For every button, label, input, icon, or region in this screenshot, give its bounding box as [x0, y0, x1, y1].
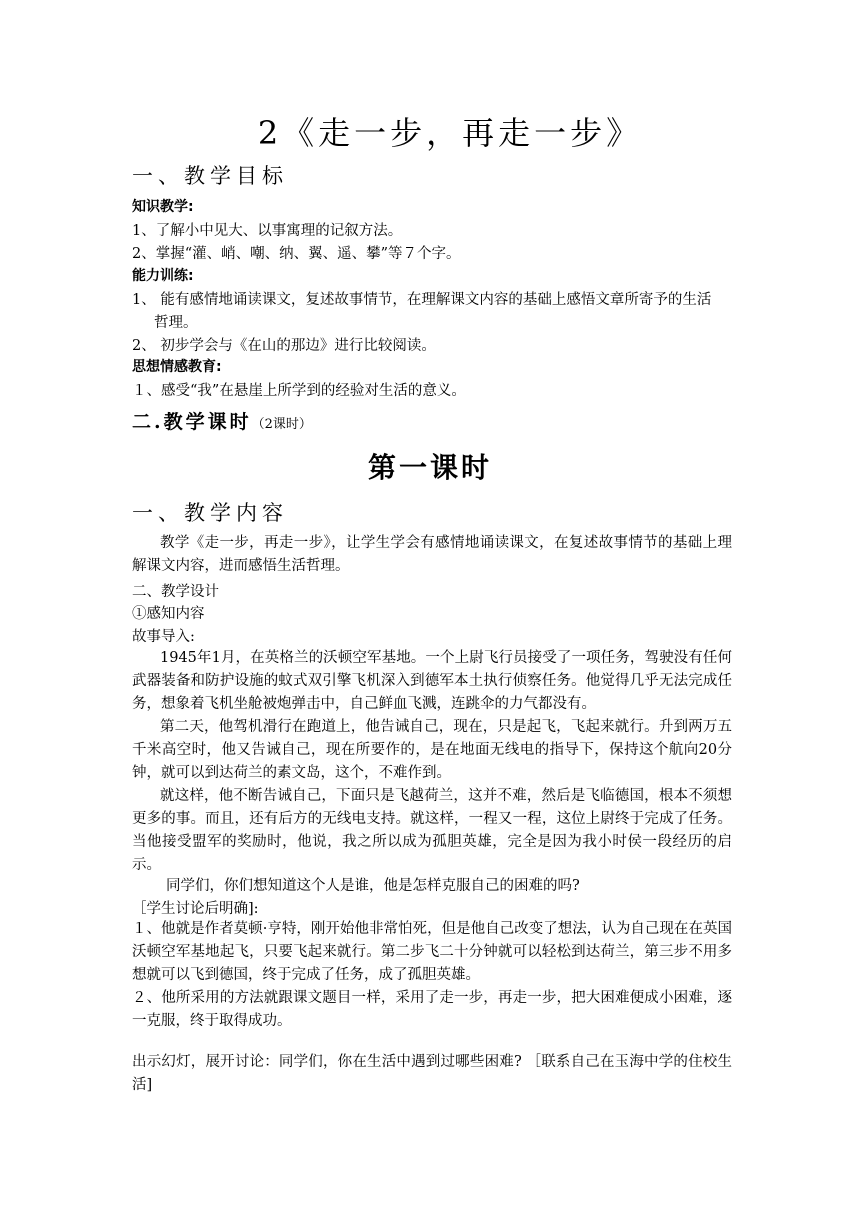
knowledge-item-1: 1、了解小中见大、以事寓理的记叙方法。 — [132, 223, 403, 239]
ability-item-1: 1、 能有感情地诵读课文，复述故事情节，在理解课文内容的基础上感悟文章所寄予的生活 — [132, 292, 712, 308]
question-line: 同学们，你们想知道这个人是谁，他是怎样克服自己的困难的吗? — [166, 878, 580, 894]
story-paragraph-1: 1945年1月，在英格兰的沃顿空军基地。一个上尉飞行员接受了一项任务，驾驶没有任何武器装备和防护设施的蚊式双引擎飞机深入到德军本土执行侦察任务。他觉得几乎无法完成任务，想象着飞机坐舱被炮弹击中，自己鲜血飞溅，连跳伞的力气都没有。 — [132, 650, 732, 712]
section-heading-content: 一、教学内容 — [132, 501, 288, 525]
knowledge-label: 知识教学: — [132, 199, 194, 215]
knowledge-item-2: 2、掌握“灌、峭、嘲、纳、翼、遥、攀”等７个字。 — [132, 246, 461, 262]
section-heading-periods — [132, 407, 312, 434]
ability-label: 能力训练: — [132, 268, 194, 284]
emotion-item-1: １、感受“我”在悬崖上所学到的经验对生活的意义。 — [132, 383, 466, 399]
answer-2: ２、他所采用的方法就跟课文题目一样，采用了走一步，再走一步，把大困难便成小困难，逐一克服，终于取得成功。 — [132, 990, 732, 1029]
chapter-title: 第一课时 — [367, 451, 492, 484]
periods-note: （2课时） — [251, 417, 312, 432]
section-heading-goals: 一、教学目标 — [132, 164, 288, 188]
periods-heading-text: 二.教学课时 — [132, 411, 252, 433]
lesson-title: 2《走一步，再走一步》 — [257, 114, 643, 152]
discussion-label: ［学生讨论后明确]: — [132, 901, 259, 917]
perceive-label: ①感知内容 — [132, 606, 205, 622]
emotion-label: 思想情感教育: — [132, 359, 222, 375]
story-label: 故事导入: — [132, 629, 195, 645]
ability-item-1-cont: 哲理。 — [154, 315, 198, 331]
story-paragraph-2: 第二天，他驾机滑行在跑道上，他告诫自己，现在，只是起飞，飞起来就行。升到两万五千米高空时，他又告诫自己，现在所要作的，是在地面无线电的指导下，保持这个航向20分钟，就可以到达荷兰的素文岛，这个，不难作到。 — [132, 719, 732, 781]
intro-paragraph: 教学《走一步，再走一步》，让学生学会有感情地诵读课文，在复述故事情节的基础上理解课文内容，进而感悟生活哲理。 — [132, 535, 732, 574]
story-paragraph-3: 就这样，他不断告诫自己，下面只是飞越荷兰，这并不难，然后是飞临德国，根本不须想更多的事。而且，还有后方的无线电支持。就这样，一程又一程，这位上尉终于完成了任务。当他接受盟军的奖励时，他说，我之所以成为孤胆英雄，完全是因为我小时侯一段经历的启示。 — [132, 788, 732, 873]
slide-discussion: 出示幻灯，展开讨论：同学们，你在生活中遇到过哪些困难? ［联系自己在玉海中学的住校生活] — [132, 1054, 732, 1093]
answer-1: １、他就是作者莫顿·亨特，刚开始他非常怕死，但是他自己改变了想法，认为自己现在在英国沃顿空军基地起飞，只要飞起来就行。第二步飞二十分钟就可以轻松到达荷兰，第三步不用多想就可以飞到德国，终于完成了任务，成了孤胆英雄。 — [132, 921, 732, 983]
ability-item-2: 2、 初步学会与《在山的那边》进行比较阅读。 — [132, 338, 436, 354]
design-label: 二、教学设计 — [132, 584, 219, 600]
